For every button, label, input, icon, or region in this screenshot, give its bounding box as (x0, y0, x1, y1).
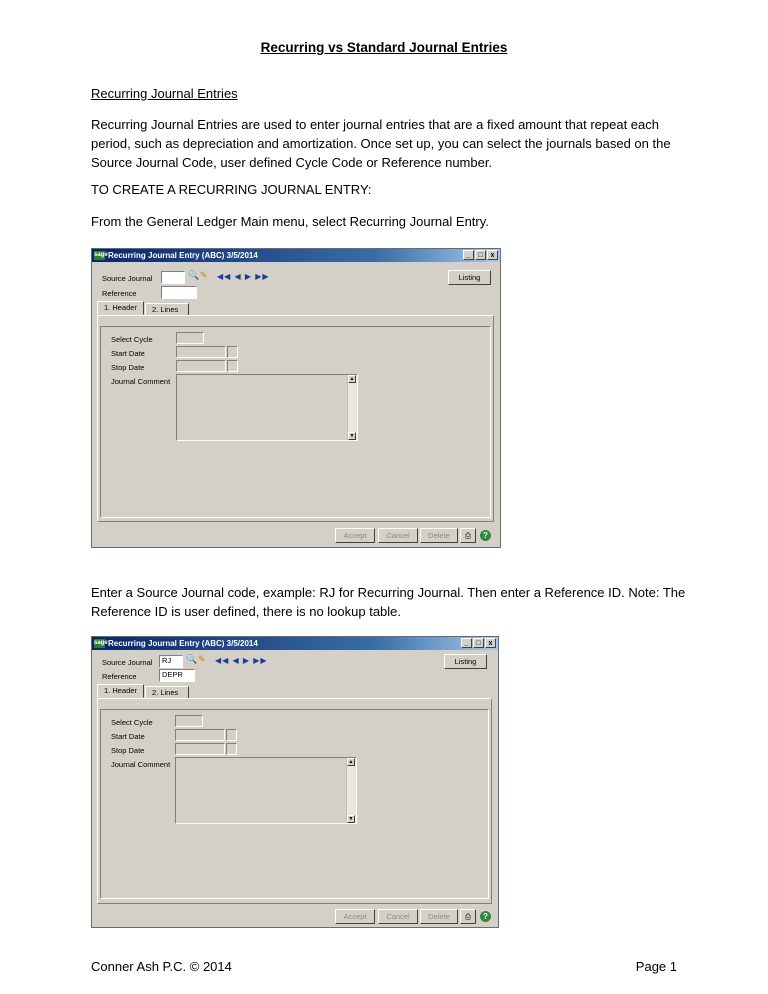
step2-paragraph (91, 583, 691, 621)
window-title: Recurring Journal Entry (ABC) 3/5/2014 (108, 639, 258, 648)
stop-date-input[interactable] (176, 360, 226, 372)
journal-comment-label: Journal Comment (111, 760, 171, 769)
stop-date-input[interactable] (175, 743, 225, 755)
close-button[interactable]: x (487, 250, 498, 260)
accept-button[interactable]: Accept (335, 528, 375, 543)
close-button[interactable]: x (485, 638, 496, 648)
delete-button[interactable]: Delete (420, 909, 458, 924)
wand-icon[interactable]: ✎ (198, 654, 206, 664)
stop-date-calendar-button[interactable] (227, 360, 238, 372)
source-journal-input[interactable]: RJ (159, 655, 183, 668)
print-button[interactable] (460, 528, 476, 543)
scroll-down-icon[interactable]: ▼ (349, 433, 355, 439)
recurring-journal-window-empty (91, 248, 501, 548)
header-fields-frame (100, 709, 489, 899)
comment-scrollbar[interactable] (347, 375, 357, 440)
record-navigation-arrows[interactable]: ◀◀ ◀ ▶ ▶▶ (215, 656, 268, 665)
recurring-journal-window-filled (91, 636, 499, 928)
stop-date-calendar-button[interactable] (226, 743, 237, 755)
cancel-button[interactable]: Cancel (378, 909, 418, 924)
journal-comment-label: Journal Comment (111, 377, 171, 386)
printer-icon: ⎙ (465, 912, 471, 921)
print-button[interactable] (460, 909, 476, 924)
cancel-button[interactable]: Cancel (378, 528, 418, 543)
wand-icon[interactable]: ✎ (200, 270, 208, 280)
journal-comment-textarea[interactable] (175, 757, 357, 824)
source-journal-input[interactable] (161, 271, 185, 284)
stop-date-label: Stop Date (111, 363, 145, 372)
tab-header[interactable]: 1. Header (97, 301, 144, 315)
window-titlebar (92, 249, 500, 262)
select-cycle-label: Select Cycle (111, 718, 153, 727)
source-journal-label: Source Journal (102, 274, 153, 283)
tab-lines[interactable]: 2. Lines (145, 686, 189, 698)
footer-page-number: Page 1 (635, 959, 677, 974)
minimize-button[interactable]: _ (463, 250, 474, 260)
lookup-search-icon[interactable]: 🔍 (188, 270, 200, 280)
window-titlebar (92, 637, 498, 650)
footer-copyright: Conner Ash P.C. © 2014 (91, 959, 232, 974)
help-icon[interactable]: ? (480, 530, 491, 541)
header-fields-frame (100, 326, 491, 518)
delete-button[interactable]: Delete (420, 528, 458, 543)
reference-input[interactable] (161, 286, 197, 299)
listing-button[interactable]: Listing (448, 270, 491, 285)
start-date-calendar-button[interactable] (226, 729, 237, 741)
scroll-down-icon[interactable]: ▼ (348, 816, 354, 822)
intro-paragraph (91, 115, 681, 172)
step2-line: Reference ID is user defined, there is no lookup table. (91, 604, 402, 619)
tab-header[interactable]: 1. Header (97, 684, 144, 698)
maximize-button[interactable]: □ (473, 638, 484, 648)
journal-comment-textarea[interactable] (176, 374, 358, 441)
listing-button[interactable]: Listing (444, 654, 487, 669)
step2-line: Enter a Source Journal code, example: RJ for Recurring Journal. Then enter a Reference ID. Note: The (91, 585, 686, 600)
stop-date-label: Stop Date (111, 746, 145, 755)
maximize-button[interactable]: □ (475, 250, 486, 260)
intro-line: Recurring Journal Entries are used to enter journal entries that are a fixed amount that repeat each (91, 117, 659, 132)
select-cycle-input[interactable] (175, 715, 203, 727)
record-navigation-arrows[interactable]: ◀◀ ◀ ▶ ▶▶ (217, 272, 270, 281)
intro-line: period, such as depreciation and amortization. Once set up, you can select the journals based on the (91, 136, 671, 151)
lookup-search-icon[interactable]: 🔍 (186, 654, 198, 664)
window-title: Recurring Journal Entry (ABC) 3/5/2014 (108, 251, 258, 260)
source-journal-label: Source Journal (102, 658, 153, 667)
comment-scrollbar[interactable] (346, 758, 356, 823)
section-heading: Recurring Journal Entries (91, 86, 238, 101)
intro-line: Source Journal Code, user defined Cycle Code or Reference number. (91, 155, 493, 170)
select-cycle-label: Select Cycle (111, 335, 153, 344)
start-date-input[interactable] (176, 346, 226, 358)
minimize-button[interactable]: _ (461, 638, 472, 648)
howto-heading: TO CREATE A RECURRING JOURNAL ENTRY: (91, 182, 372, 197)
scroll-up-icon[interactable]: ▲ (348, 759, 354, 765)
header-tab-panel (97, 698, 492, 904)
sage-logo: sage (94, 640, 108, 646)
scroll-up-icon[interactable]: ▲ (349, 376, 355, 382)
document-title: Recurring vs Standard Journal Entries (260, 40, 508, 55)
start-date-calendar-button[interactable] (227, 346, 238, 358)
start-date-label: Start Date (111, 349, 145, 358)
header-tab-panel (97, 315, 494, 522)
accept-button[interactable]: Accept (335, 909, 375, 924)
start-date-input[interactable] (175, 729, 225, 741)
printer-icon: ⎙ (465, 531, 471, 540)
select-cycle-input[interactable] (176, 332, 204, 344)
reference-input[interactable]: DEPR (159, 669, 195, 682)
help-icon[interactable]: ? (480, 911, 491, 922)
start-date-label: Start Date (111, 732, 145, 741)
tab-lines[interactable]: 2. Lines (145, 303, 189, 315)
sage-logo: sage (94, 252, 108, 258)
reference-label: Reference (102, 672, 137, 681)
menu-instruction: From the General Ledger Main menu, select Recurring Journal Entry. (91, 214, 489, 229)
reference-label: Reference (102, 289, 137, 298)
